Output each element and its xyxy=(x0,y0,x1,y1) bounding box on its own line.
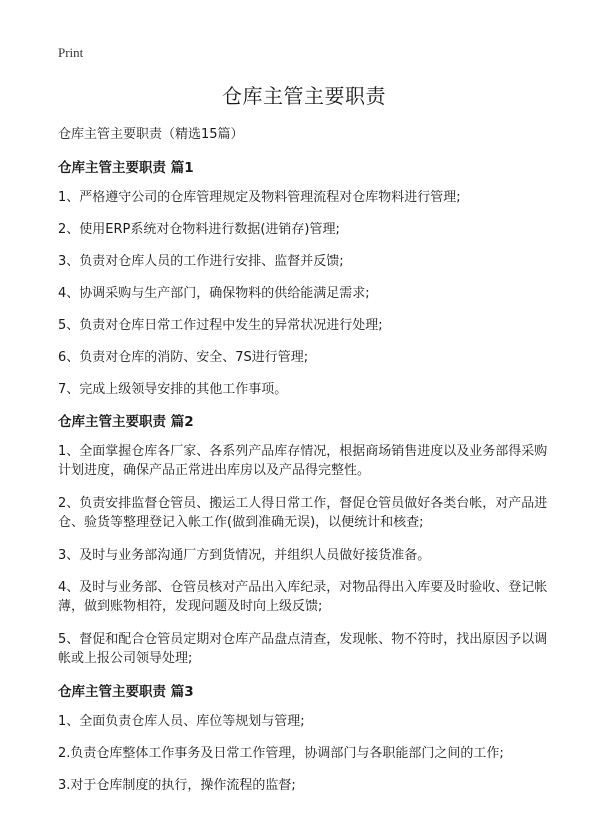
list-item: 6、负责对仓库的消防、安全、7S进行管理; xyxy=(58,350,309,365)
list-item: 7、完成上级领导安排的其他工作事项。 xyxy=(58,382,288,397)
list-item: 2、负责安排监督仓管员、搬运工人得日常工作，督促仓管员做好各类台帐，对产品进仓、验货等整理登记入帐工作(做到准确无误)，以便统计和核查; xyxy=(58,496,548,530)
list-item: 1、严格遵守公司的仓库管理规定及物料管理流程对仓库物料进行管理; xyxy=(58,190,461,205)
list-item: 2、使用ERP系统对仓物料进行数据(进销存)管理; xyxy=(58,222,340,237)
list-item: 3.对于仓库制度的执行，操作流程的监督; xyxy=(58,778,296,793)
section-heading: 仓库主管主要职责 篇1 xyxy=(58,160,194,176)
section-2 xyxy=(58,412,550,668)
section-heading: 仓库主管主要职责 篇2 xyxy=(58,414,194,430)
list-item: 2.负责仓库整体工作事务及日常工作管理，协调部门与各职能部门之间的工作; xyxy=(58,746,504,761)
list-item: 4、及时与业务部、仓管员核对产品出入库纪录，对物品得出入库要及时验收、登记帐薄，做到账物相符，发现问题及时向上级反馈; xyxy=(58,580,548,614)
section-3 xyxy=(58,682,550,795)
list-item: 3、负责对仓库人员的工作进行安排、监督并反馈; xyxy=(58,254,344,269)
list-item: 3、及时与业务部沟通厂方到货情况，并组织人员做好接货准备。 xyxy=(58,548,431,563)
section-1 xyxy=(58,158,550,399)
list-item: 4、协调采购与生产部门，确保物料的供给能满足需求; xyxy=(58,286,370,301)
page-title: 仓库主管主要职责 xyxy=(222,84,386,108)
list-item: 1、全面掌握仓库各厂家、各系列产品库存情况，根据商场销售进度以及业务部得采购计划进度，确保产品正常进出库房以及产品得完整性。 xyxy=(58,444,548,478)
print-link[interactable]: Print xyxy=(58,45,84,60)
list-item: 1、全面负责仓库人员、库位等规划与管理; xyxy=(58,714,305,729)
list-item: 5、督促和配合仓管员定期对仓库产品盘点清查，发现帐、物不符时，找出原因予以调帐或上报公司领导处理; xyxy=(58,632,548,666)
list-item: 5、负责对仓库日常工作过程中发生的异常状况进行处理; xyxy=(58,318,383,333)
document-subtitle: 仓库主管主要职责（精选15篇） xyxy=(58,127,244,142)
section-heading: 仓库主管主要职责 篇3 xyxy=(58,684,194,700)
